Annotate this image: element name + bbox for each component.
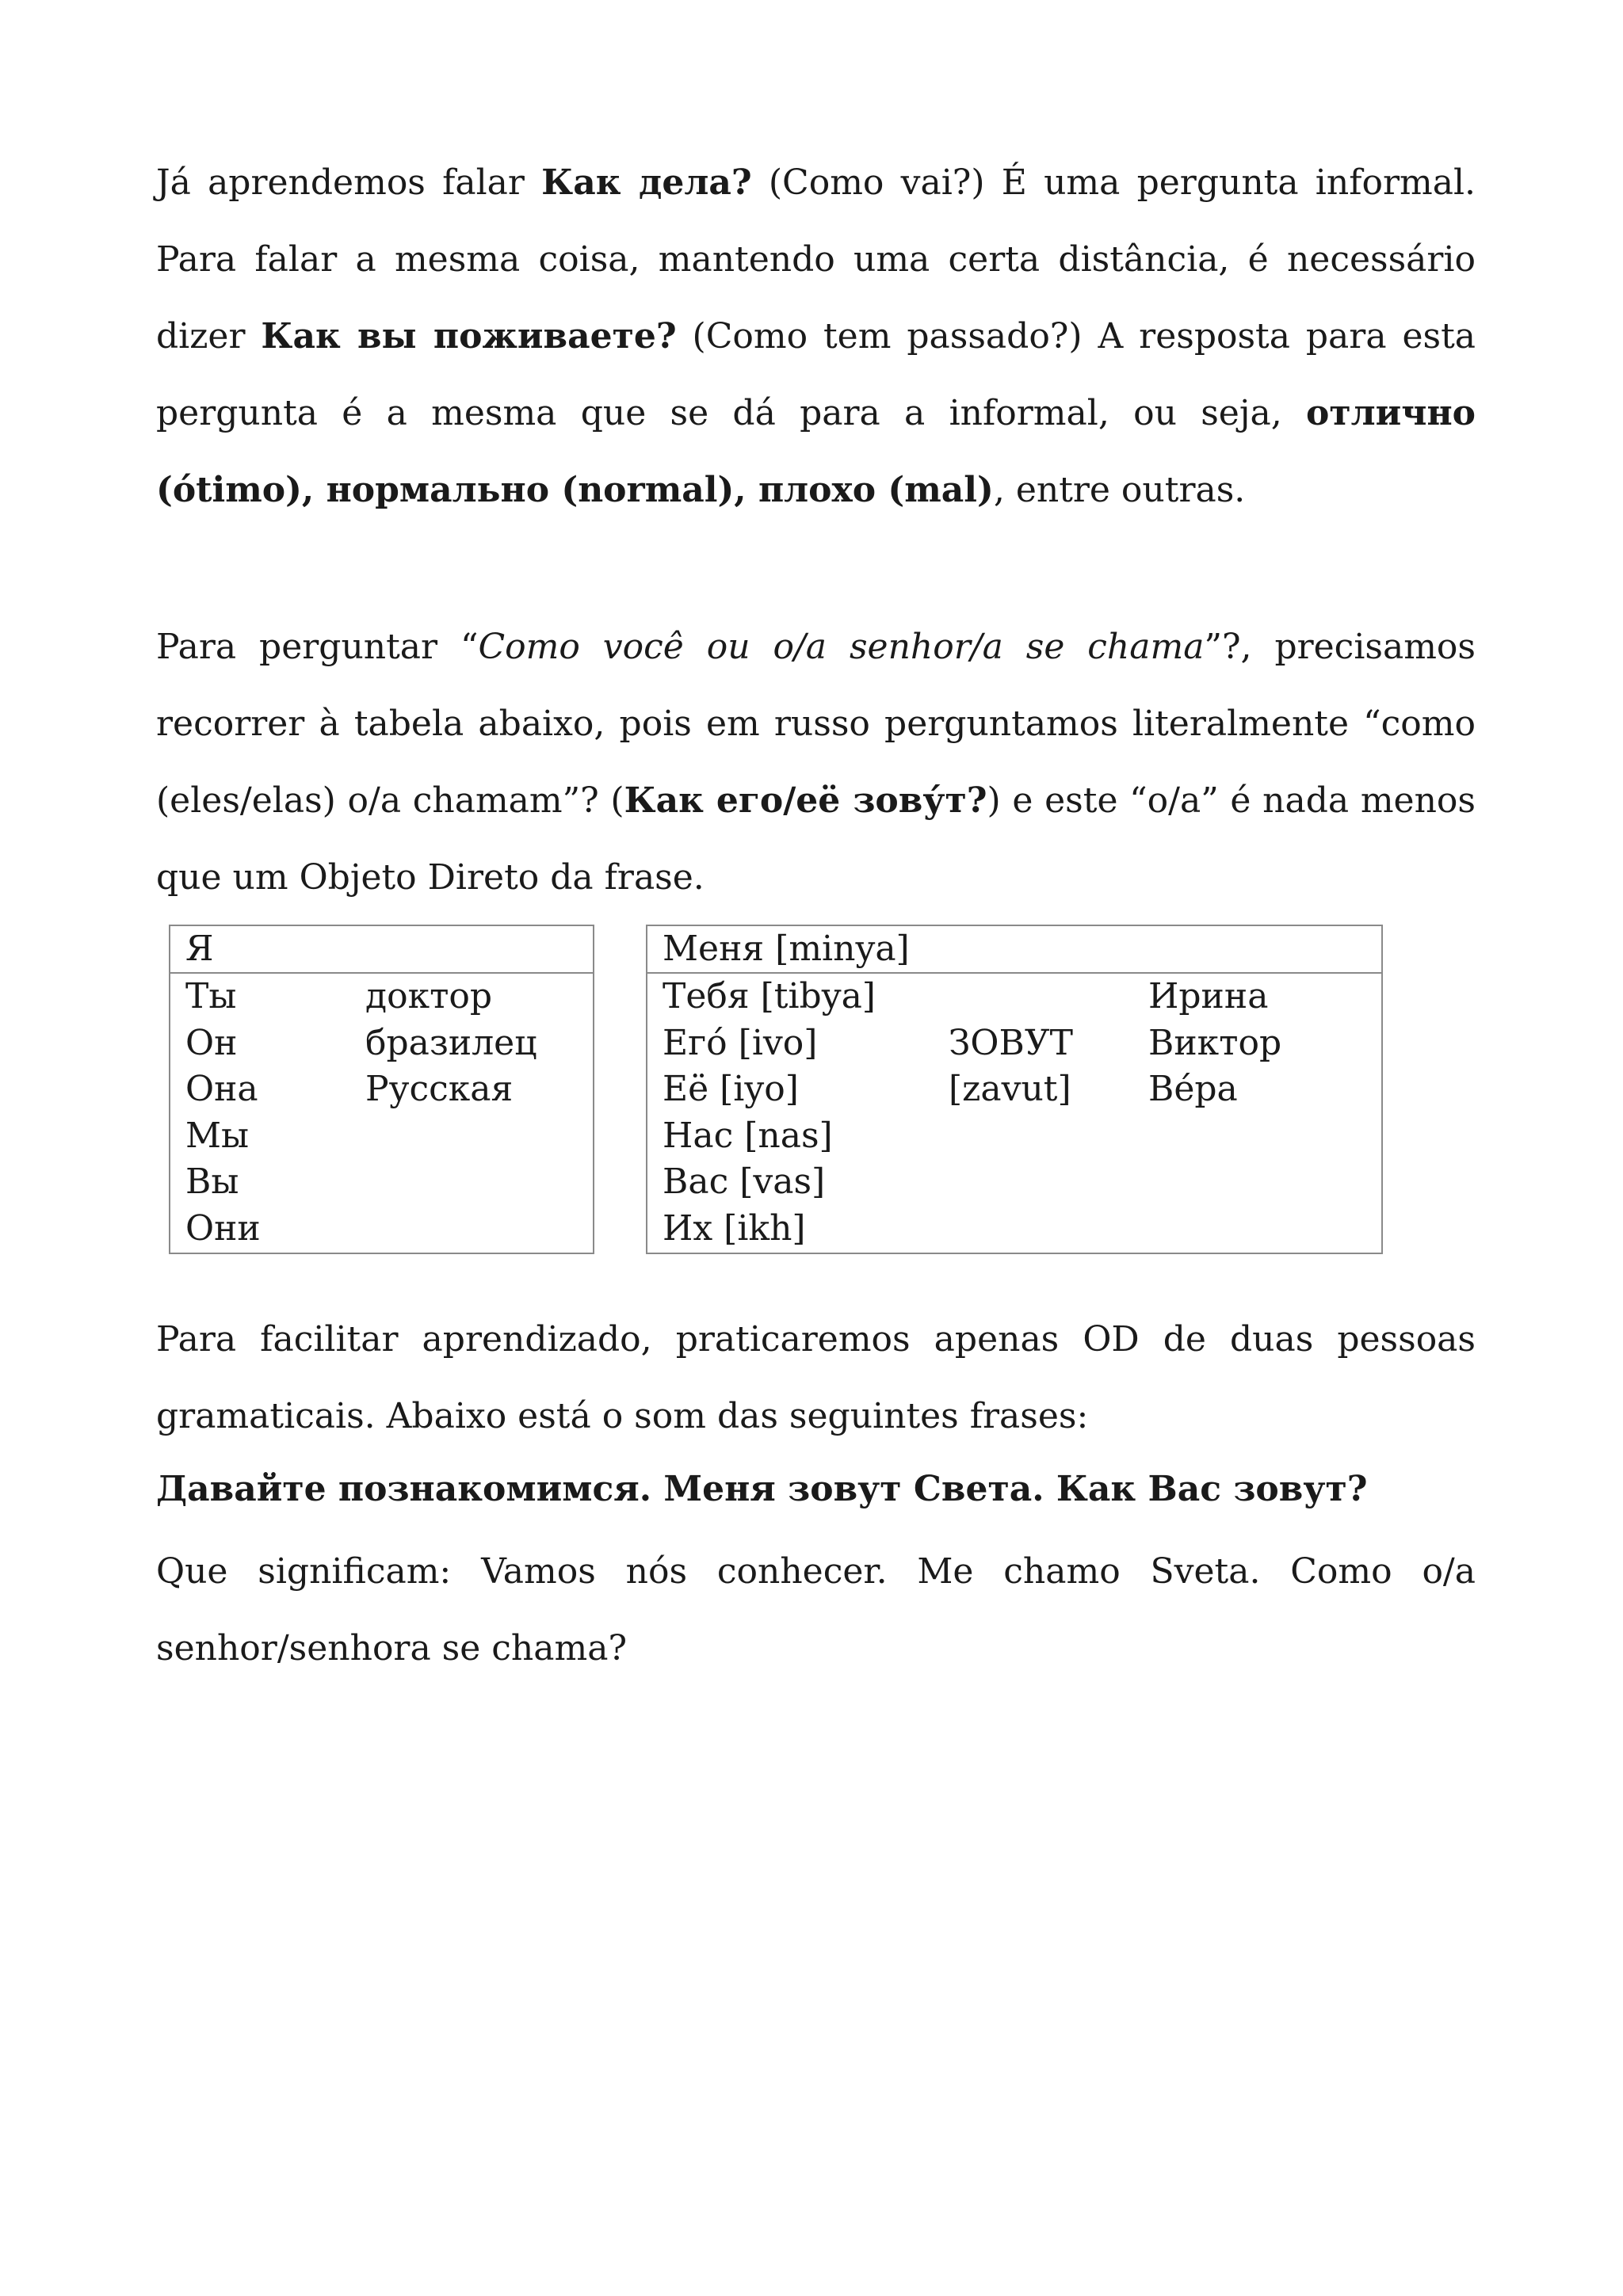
paragraph-greetings (156, 144, 1476, 528)
text: Já aprendemos falar (156, 162, 542, 203)
table-row (647, 1020, 1381, 1067)
table-cell-verb-translit: [zavut] (949, 1069, 1071, 1109)
table-cell: Ве́ра (1148, 1069, 1238, 1109)
bold-phrase: Как его/её зову́т? (624, 780, 987, 821)
table-cell: Вы (185, 1161, 239, 1202)
bold-phrase: Как дела? (541, 162, 752, 203)
text: (Como vai?) É uma pergunta informal. Para falar a mesma coisa, mantendo uma certa distância, é necessário dizer (156, 162, 1476, 357)
table-cell: доктор (365, 976, 493, 1016)
table-row (170, 1159, 593, 1206)
table-cell: Ирина (1148, 976, 1269, 1016)
table-cell: Мы (185, 1115, 250, 1156)
table-row (170, 1113, 593, 1160)
paragraph-translation: Que significam: Vamos nós conhecer. Me chamo Sveta. Como o/a senhor/senhora se chama? (156, 1551, 1476, 1669)
table-cell: Его́ [ivo] (663, 1022, 818, 1063)
table-cell: Ты (185, 976, 237, 1016)
table-row (647, 974, 1381, 1020)
table-row (647, 1159, 1381, 1206)
table-cell: Нас [nas] (663, 1115, 833, 1156)
table-cell: Она (185, 1069, 258, 1109)
bold-phrase: Как вы поживаете? (261, 316, 677, 357)
pronoun-table (169, 925, 594, 1254)
table-header (170, 926, 593, 974)
table-cell: Виктор (1148, 1022, 1282, 1063)
table-row (170, 1020, 593, 1067)
text: , entre outras. (993, 470, 1246, 510)
italic-phrase: Como você ou o/a senhor/a se chama (478, 627, 1205, 667)
text: ”?, precisamos recorrer à tabela abaixo, pois em russo perguntamos literalmente “como (eles/elas) o/a chamam”? ( (156, 627, 1476, 821)
table-row (170, 1206, 593, 1253)
table-header-cell: Я (185, 929, 214, 969)
text: Para perguntar “ (156, 627, 479, 667)
paragraph-names (156, 608, 1476, 916)
object-pronoun-table (646, 925, 1383, 1254)
text: (Como tem passado?) A resposta para esta pergunta é a mesma que se dá para a informal, ou seja, (156, 316, 1476, 433)
table-header-cell: Меня [minya] (663, 929, 910, 969)
bold-phrase: отлично (ótimo), нормально (normal), плохо (mal) (156, 393, 1476, 510)
table-cell: бразилец (365, 1022, 537, 1063)
table-cell: Их [ikh] (663, 1207, 806, 1249)
table-header (647, 926, 1381, 974)
table-cell: Русская (365, 1069, 514, 1109)
table-cell: Он (185, 1022, 238, 1063)
table-cell: Тебя [tibya] (663, 976, 876, 1016)
table-cell: Вас [vas] (663, 1161, 826, 1202)
table-row (647, 1206, 1381, 1253)
table-row (170, 1066, 593, 1113)
paragraph-practice: Para facilitar aprendizado, praticaremos apenas OD de duas pessoas gramaticais. Abaixo está o som das seguintes frases: (156, 1319, 1476, 1436)
table-row (647, 1066, 1381, 1113)
table-cell-verb: ЗОВУТ (949, 1022, 1073, 1063)
table-row (647, 1113, 1381, 1160)
table-cell: Её [iyo] (663, 1069, 799, 1109)
table-row (170, 974, 593, 1020)
text: ) e este “o/a” é nada menos que um Objeto Direto da frase. (156, 780, 1476, 898)
paragraph-russian-phrases: Давайте познакомимся. Меня зовут Света. Как Вас зовут? (156, 1469, 1368, 1509)
table-cell: Они (185, 1207, 261, 1249)
